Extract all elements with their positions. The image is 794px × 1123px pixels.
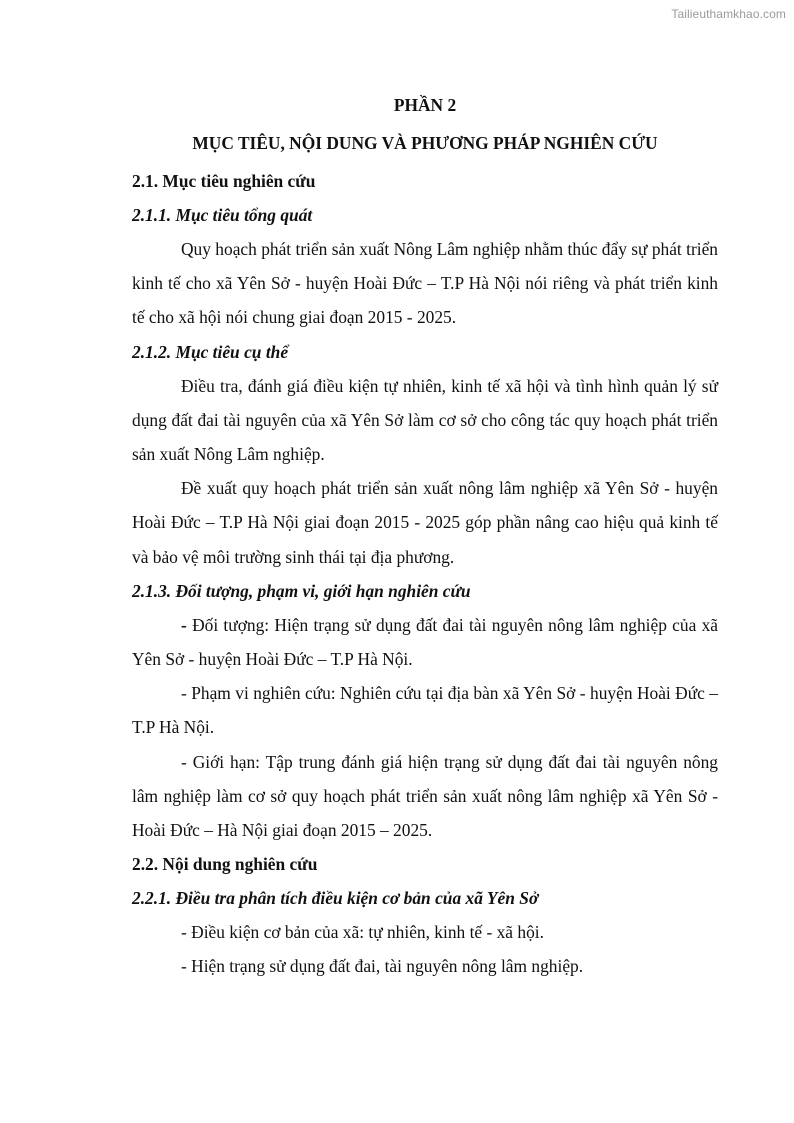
paragraph-2-1-3-a-text: Đối tượng: Hiện trạng sử dụng đất đai tài nguyên nông lâm nghiệp của xã Yên Sở - huyện Hoài Đức – T.P Hà Nội. [132,614,718,670]
paragraph-2-1-3-a [132,608,718,676]
paragraph-2-1-1: Quy hoạch phát triển sản xuất Nông Lâm nghiệp nhằm thúc đẩy sự phát triển kinh tế cho xã Yên Sở - huyện Hoài Đức – T.P Hà Nội nói riêng và phát triển kinh tế cho xã hội nói chung giai đoạn 2015 - 2025. [132,239,718,328]
paragraph-2-2-1-b: - Hiện trạng sử dụng đất đai, tài nguyên nông lâm nghiệp. [181,956,584,977]
heading-2-1-3: 2.1.3. Đối tượng, phạm vi, giới hạn nghiên cứu [132,580,471,601]
heading-2-1-1: 2.1.1. Mục tiêu tổng quát [132,205,313,225]
part-subtitle: MỤC TIÊU, NỘI DUNG VÀ PHƯƠNG PHÁP NGHIÊN CỨU [192,133,658,153]
heading-2-2-1: 2.2.1. Điều tra phân tích điều kiện cơ bản của xã Yên Sở [132,888,539,909]
bullet-dash: - [181,614,187,635]
heading-2-1-2: 2.1.2. Mục tiêu cụ thể [132,341,289,362]
paragraph-2-2-1-a: - Điều kiện cơ bản của xã: tự nhiên, kinh tế - xã hội. [181,922,544,943]
watermark: Tailieuthamkhao.com [671,7,786,21]
paragraph-2-1-3-b: - Phạm vi nghiên cứu: Nghiên cứu tại địa bàn xã Yên Sở - huyện Hoài Đức – T.P Hà Nội. [132,683,718,738]
paragraph-2-1-3-c: - Giới hạn: Tập trung đánh giá hiện trạng sử dụng đất đai tài nguyên nông lâm nghiệp làm cơ sở quy hoạch phát triển sản xuất nông lâm nghiệp xã Yên Sở - Hoài Đức – Hà Nội giai đoạn 2015 – 2025. [132,751,718,841]
part-title: PHẦN 2 [393,95,457,115]
paragraph-2-1-2-a: Điều tra, đánh giá điều kiện tự nhiên, kinh tế xã hội và tình hình quản lý sử dụng đất đai tài nguyên của xã Yên Sở làm cơ sở cho công tác quy hoạch phát triển sản xuất Nông Lâm nghiệp. [132,375,718,465]
heading-2-2: 2.2. Nội dung nghiên cứu [132,854,318,875]
heading-2-1: 2.1. Mục tiêu nghiên cứu [132,171,316,191]
document-page [132,86,718,984]
paragraph-2-1-2-b: Đề xuất quy hoạch phát triển sản xuất nông lâm nghiệp xã Yên Sở - huyện Hoài Đức – T.P Hà Nội giai đoạn 2015 - 2025 góp phần nâng cao hiệu quả kinh tế và bảo vệ môi trường sinh thái tại địa phương. [132,478,718,567]
